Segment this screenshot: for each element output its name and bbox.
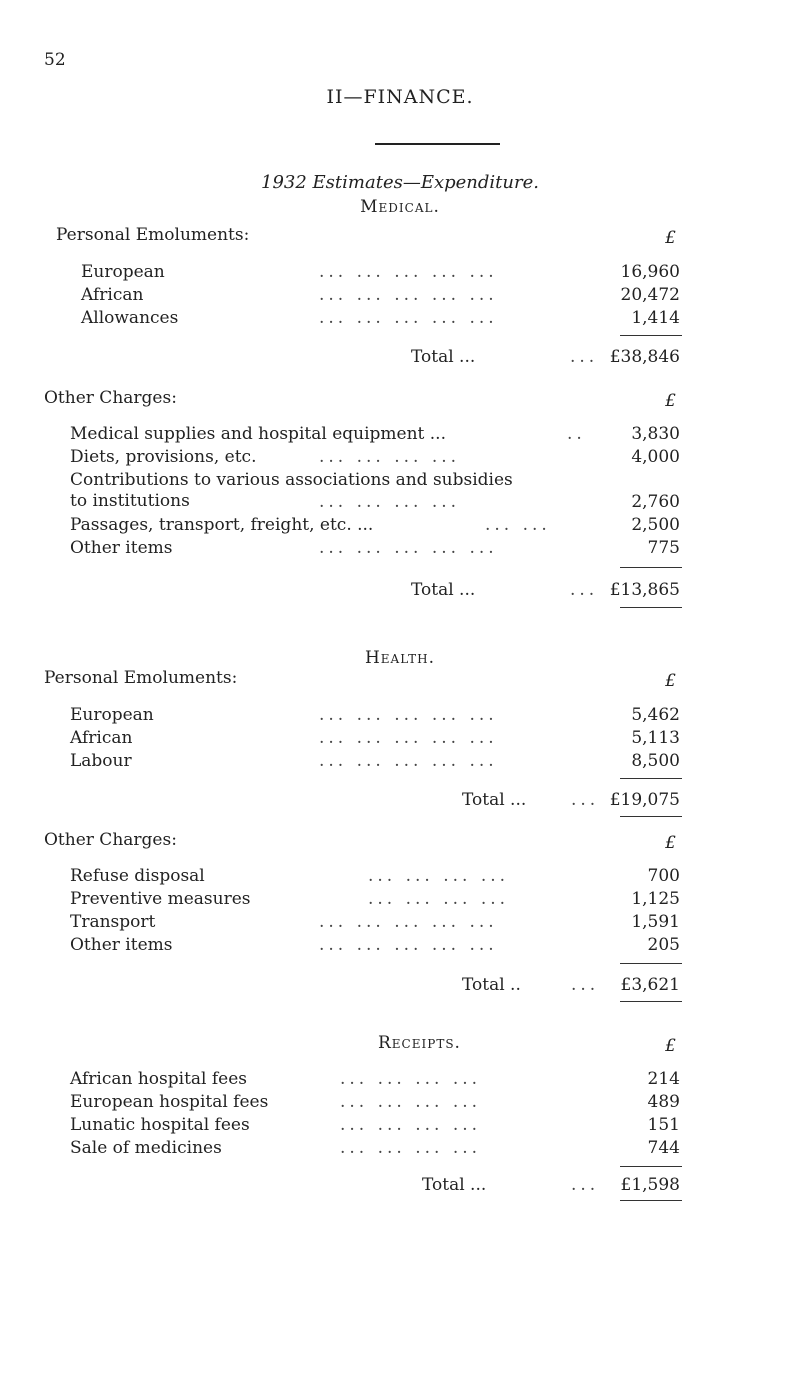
total-dots: ... xyxy=(570,347,599,367)
currency-header: £ xyxy=(665,1036,676,1056)
row-value: 2,760 xyxy=(631,492,680,512)
section-heading-medical: Medical. xyxy=(360,197,440,217)
leader-dots: ... ... ... ... ... xyxy=(319,285,498,305)
section-heading-receipts: Receipts. xyxy=(378,1033,461,1053)
sum-rule xyxy=(620,335,682,336)
medical-personal-label: Personal Emoluments: xyxy=(56,225,250,245)
page-subtitle: 1932 Estimates—Expenditure. xyxy=(261,172,539,193)
row-value: 700 xyxy=(647,866,680,886)
row-label: Medical supplies and hospital equipment ... xyxy=(70,424,446,444)
row-label: African hospital fees xyxy=(70,1069,248,1089)
leader-dots: ... ... ... ... xyxy=(340,1069,482,1089)
total-label: Total ... xyxy=(411,580,476,600)
health-personal-label: Personal Emoluments: xyxy=(44,668,238,688)
total-label: Total ... xyxy=(422,1175,487,1195)
currency-header: £ xyxy=(665,671,676,691)
row-value: 5,113 xyxy=(631,728,680,748)
row-value: 2,500 xyxy=(631,515,680,535)
row-value: 8,500 xyxy=(631,751,680,771)
leader-dots: ... ... ... ... ... xyxy=(319,705,498,725)
row-label: European hospital fees xyxy=(70,1092,269,1112)
row-label: Labour xyxy=(70,751,132,771)
page-number: 52 xyxy=(44,50,66,70)
row-label: Transport xyxy=(70,912,156,932)
row-value: 151 xyxy=(647,1115,680,1135)
row-value: 4,000 xyxy=(631,447,680,467)
row-label: Passages, transport, freight, etc. ... xyxy=(70,515,374,535)
leader-dots: ... ... ... ... ... xyxy=(319,728,498,748)
double-rule xyxy=(620,816,682,817)
row-value: 489 xyxy=(647,1092,680,1112)
double-rule xyxy=(620,1001,682,1002)
sum-rule xyxy=(620,567,682,568)
double-rule xyxy=(620,607,682,608)
leader-dots: ... ... ... ... ... xyxy=(319,308,498,328)
health-other-label: Other Charges: xyxy=(44,830,177,850)
row-label: Preventive measures xyxy=(70,889,251,909)
row-value: 16,960 xyxy=(620,262,680,282)
leader-dots: ... ... ... ... xyxy=(340,1092,482,1112)
row-value: 20,472 xyxy=(620,285,680,305)
row-label: Other items xyxy=(70,538,173,558)
total-label: Total .. xyxy=(462,975,521,995)
total-value: £38,846 xyxy=(609,347,680,367)
row-label: Lunatic hospital fees xyxy=(70,1115,250,1135)
sum-rule xyxy=(620,778,682,779)
sum-rule xyxy=(620,1166,682,1167)
leader-dots: ... ... ... ... ... xyxy=(319,262,498,282)
row-label: Allowances xyxy=(81,308,179,328)
page-title: II—FINANCE. xyxy=(326,86,474,108)
total-label: Total ... xyxy=(411,347,476,367)
row-label: Contributions to various associations and subsidies xyxy=(70,470,513,490)
section-heading-health: Health. xyxy=(364,648,436,668)
row-label: Other items xyxy=(70,935,173,955)
total-label: Total ... xyxy=(462,790,527,810)
currency-header: £ xyxy=(665,833,676,853)
total-value: £1,598 xyxy=(620,1175,680,1195)
row-label: African xyxy=(81,285,144,305)
leader-dots: .. xyxy=(567,424,586,444)
leader-dots: ... ... ... ... xyxy=(319,447,461,467)
row-value: 1,591 xyxy=(631,912,680,932)
row-value: 1,414 xyxy=(631,308,680,328)
leader-dots: ... ... ... ... xyxy=(319,492,461,512)
currency-header: £ xyxy=(665,391,676,411)
leader-dots: ... ... ... ... ... xyxy=(319,538,498,558)
total-dots: ... xyxy=(570,580,599,600)
row-label: African xyxy=(70,728,133,748)
total-dots: ... xyxy=(571,790,600,810)
leader-dots: ... ... ... ... ... xyxy=(319,751,498,771)
total-value: £19,075 xyxy=(609,790,680,810)
total-dots: ... xyxy=(571,1175,600,1195)
title-rule xyxy=(375,143,500,145)
currency-header: £ xyxy=(665,228,676,248)
row-label: Sale of medicines xyxy=(70,1138,222,1158)
row-value: 744 xyxy=(647,1138,680,1158)
leader-dots: ... ... ... ... xyxy=(368,889,510,909)
row-label-continued: to institutions xyxy=(70,491,190,511)
leader-dots: ... ... ... ... ... xyxy=(319,935,498,955)
leader-dots: ... ... xyxy=(485,515,551,535)
row-value: 214 xyxy=(647,1069,680,1089)
row-label: European xyxy=(81,262,165,282)
sum-rule xyxy=(620,963,682,964)
row-value: 775 xyxy=(647,538,680,558)
medical-other-label: Other Charges: xyxy=(44,388,177,408)
total-value: £13,865 xyxy=(609,580,680,600)
leader-dots: ... ... ... ... xyxy=(340,1138,482,1158)
total-dots: ... xyxy=(571,975,600,995)
row-value: 205 xyxy=(647,935,680,955)
row-value: 1,125 xyxy=(631,889,680,909)
double-rule xyxy=(620,1200,682,1201)
row-value: 3,830 xyxy=(631,424,680,444)
row-label: Refuse disposal xyxy=(70,866,205,886)
leader-dots: ... ... ... ... ... xyxy=(319,912,498,932)
row-label: European xyxy=(70,705,154,725)
row-label: Diets, provisions, etc. xyxy=(70,447,257,467)
row-value: 5,462 xyxy=(631,705,680,725)
leader-dots: ... ... ... ... xyxy=(340,1115,482,1135)
total-value: £3,621 xyxy=(620,975,680,995)
leader-dots: ... ... ... ... xyxy=(368,866,510,886)
